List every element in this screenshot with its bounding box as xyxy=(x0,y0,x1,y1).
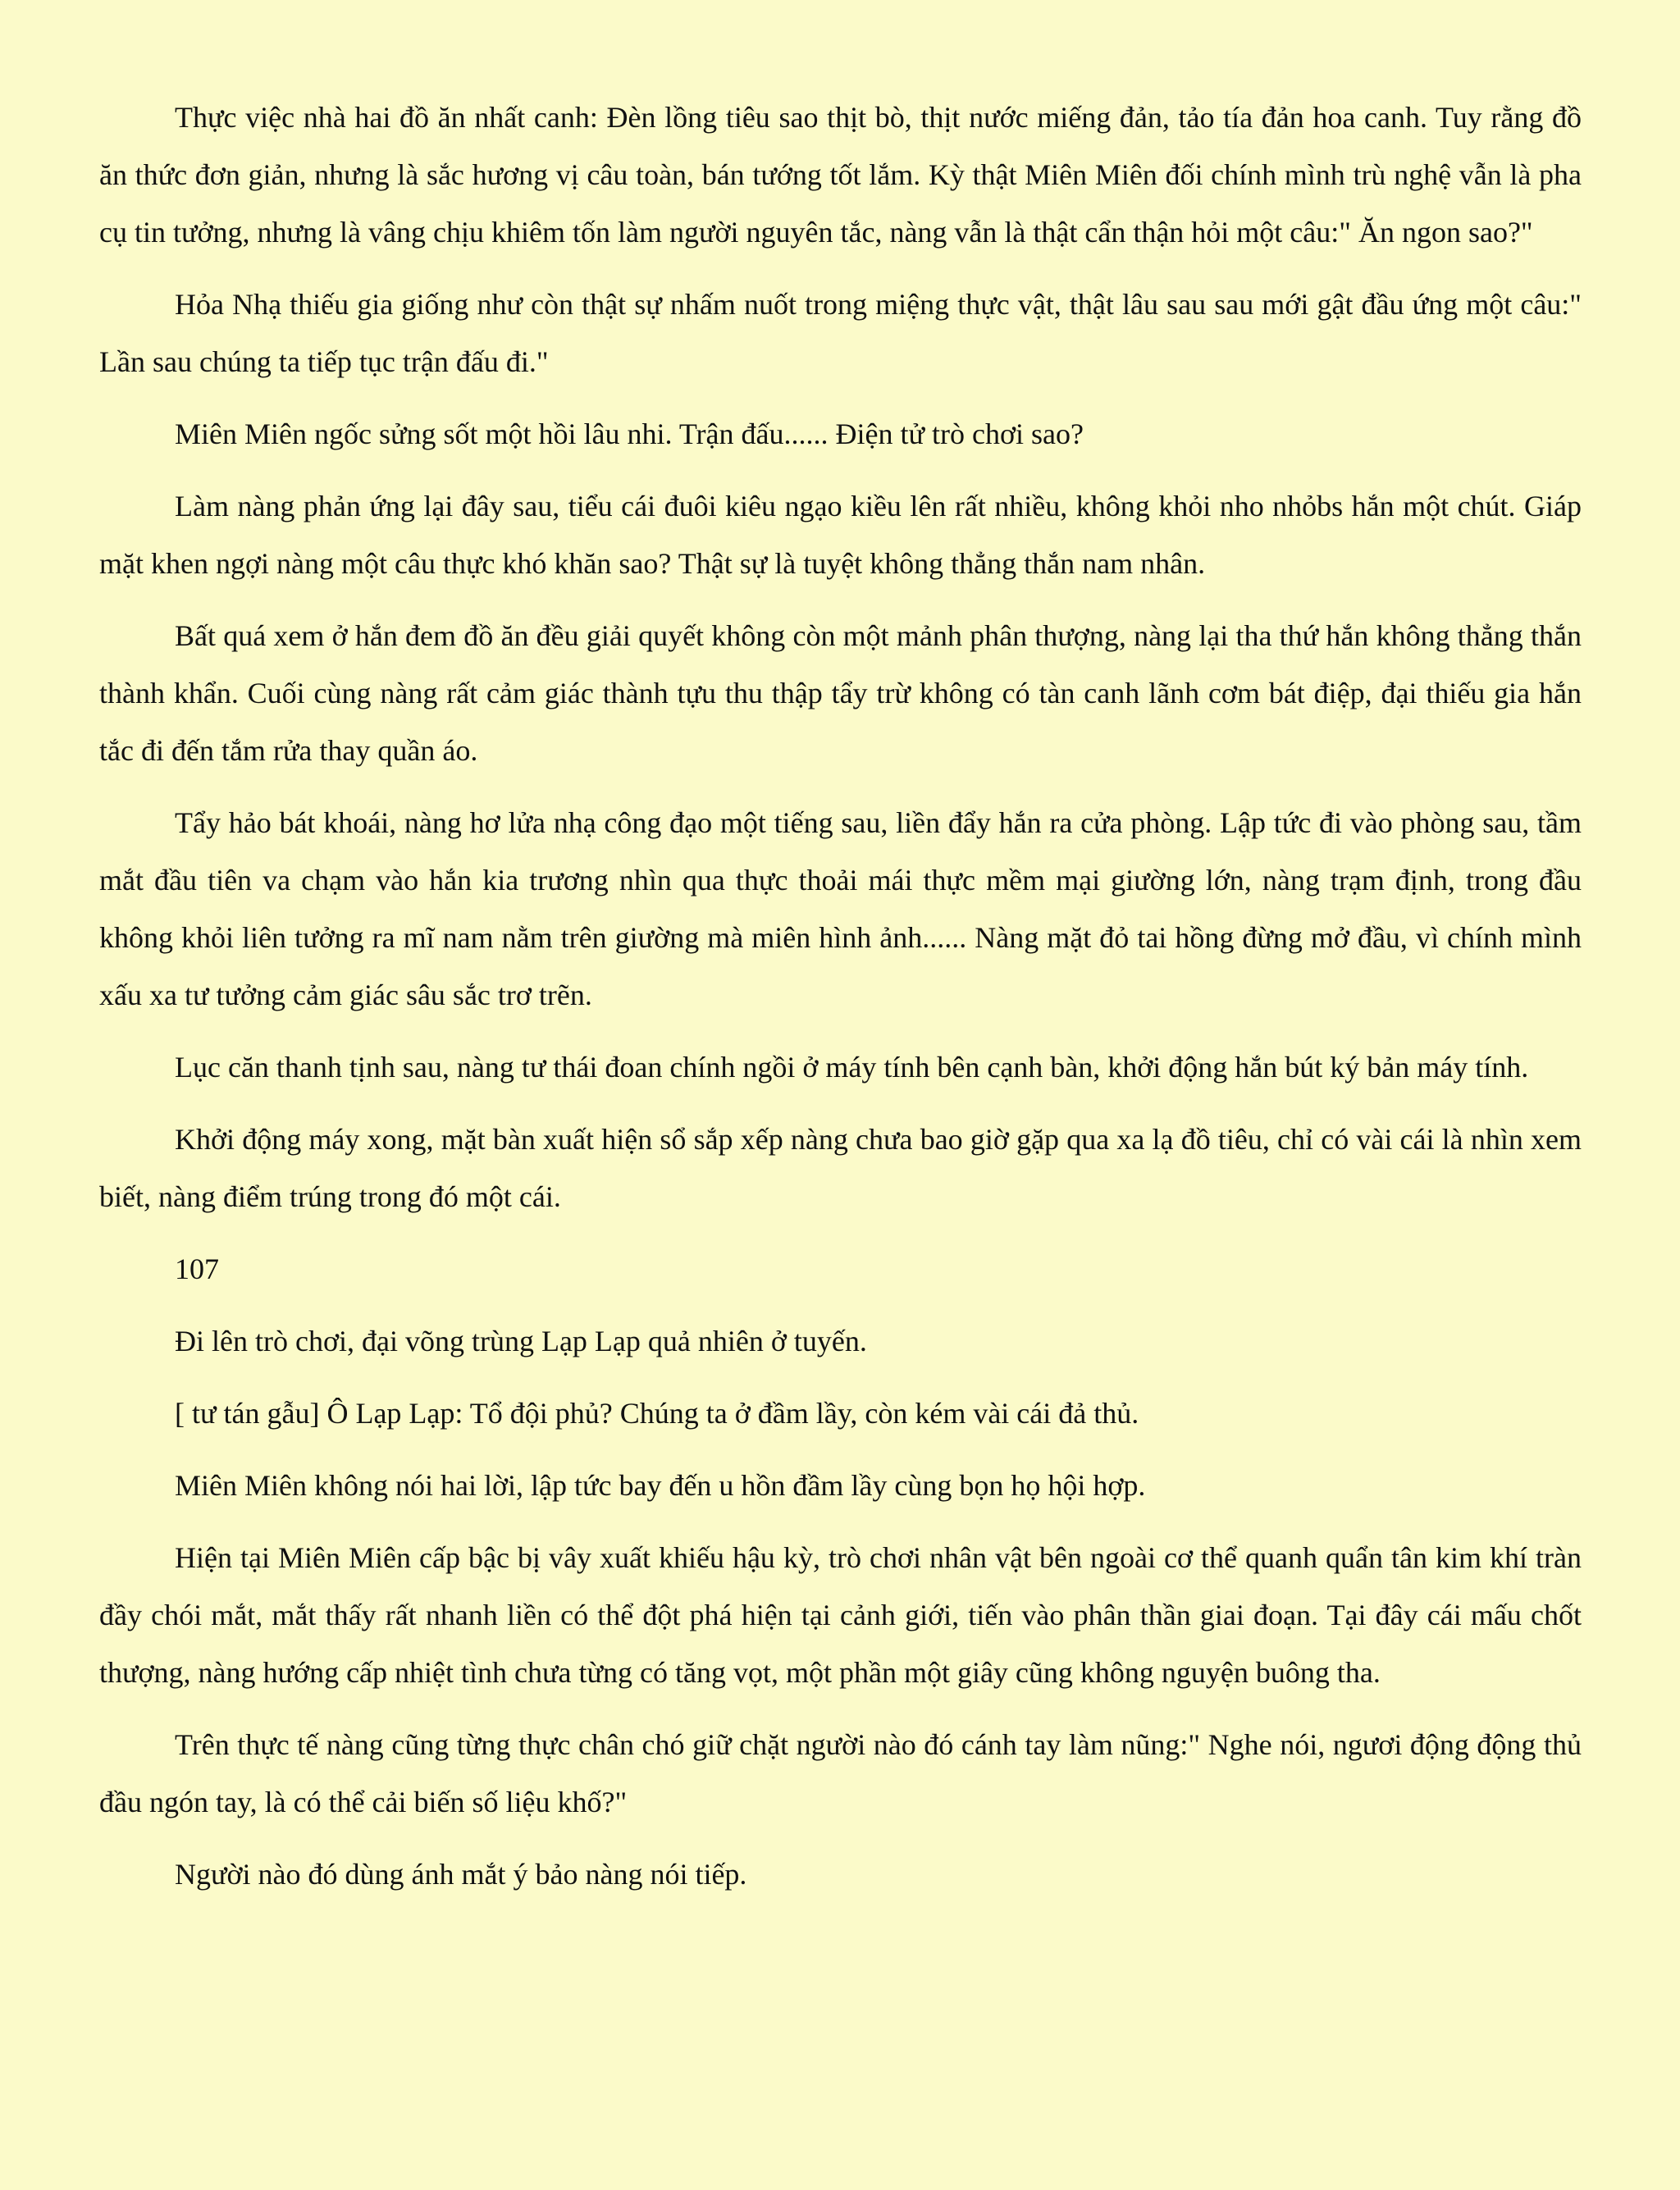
paragraph-1: Thực việc nhà hai đồ ăn nhất canh: Đèn lồng tiêu sao thịt bò, thịt nước miếng đản, tảo tía đản hoa canh. Tuy rằng đồ ăn thức đơn giản, nhưng là sắc hương vị câu toàn, bán tướng tốt lắm. Kỳ thật Miên Miên đối chính mình trù nghệ vẫn là pha cụ tin tưởng, nhưng là vâng chịu khiêm tốn làm người nguyên tắc, nàng vẫn là thật cẩn thận hỏi một câu:" Ăn ngon sao?" xyxy=(99,101,1582,249)
paragraph-11: Miên Miên không nói hai lời, lập tức bay đến u hồn đầm lầy cùng bọn họ hội hợp. xyxy=(175,1469,1146,1502)
paragraph-8: Khởi động máy xong, mặt bàn xuất hiện sổ sắp xếp nàng chưa bao giờ gặp qua xa lạ đồ tiêu, chỉ có vài cái là nhìn xem biết, nàng điểm trúng trong đó một cái. xyxy=(99,1123,1582,1213)
paragraph-10: [ tư tán gẫu] Ô Lạp Lạp: Tổ đội phủ? Chúng ta ở đầm lầy, còn kém vài cái đả thủ. xyxy=(175,1397,1139,1430)
paragraph-3: Miên Miên ngốc sửng sốt một hồi lâu nhi. Trận đấu...... Điện tử trò chơi sao? xyxy=(175,417,1084,450)
paragraph-5: Bất quá xem ở hắn đem đồ ăn đều giải quyết không còn một mảnh phân thượng, nàng lại tha thứ hắn không thẳng thắn thành khẩn. Cuối cùng nàng rất cảm giác thành tựu thu thập tẩy trừ không có tàn canh lãnh cơm bát điệp, đại thiếu gia hắn tắc đi đến tắm rửa thay quần áo. xyxy=(99,619,1582,767)
paragraph-13: Trên thực tế nàng cũng từng thực chân chó giữ chặt người nào đó cánh tay làm nũng:" Nghe nói, ngươi động động thủ đầu ngón tay, là có thể cải biến số liệu khố?" xyxy=(99,1728,1582,1818)
document-page xyxy=(99,89,1582,1918)
paragraph-4: Làm nàng phản ứng lại đây sau, tiểu cái đuôi kiêu ngạo kiều lên rất nhiều, không khỏi nho nhỏbs hắn một chút. Giáp mặt khen ngợi nàng một câu thực khó khăn sao? Thật sự là tuyệt không thẳng thắn nam nhân. xyxy=(99,490,1582,580)
paragraph-12: Hiện tại Miên Miên cấp bậc bị vây xuất khiếu hậu kỳ, trò chơi nhân vật bên ngoài cơ thể quanh quẩn tân kim khí tràn đầy chói mắt, mắt thấy rất nhanh liền có thể đột phá hiện tại cảnh giới, tiến vào phân thần giai đoạn. Tại đây cái mấu chốt thượng, nàng hướng cấp nhiệt tình chưa từng có tăng vọt, một phần một giây cũng không nguyện buông tha. xyxy=(99,1541,1582,1689)
paragraph-2: Hỏa Nhạ thiếu gia giống như còn thật sự nhấm nuốt trong miệng thực vật, thật lâu sau sau mới gật đầu ứng một câu:" Lần sau chúng ta tiếp tục trận đấu đi." xyxy=(99,288,1582,378)
paragraph-14: Người nào đó dùng ánh mắt ý bảo nàng nói tiếp. xyxy=(175,1858,747,1891)
paragraph-9: Đi lên trò chơi, đại võng trùng Lạp Lạp quả nhiên ở tuyến. xyxy=(175,1325,867,1357)
paragraph-6: Tẩy hảo bát khoái, nàng hơ lửa nhạ công đạo một tiếng sau, liền đẩy hắn ra cửa phòng. Lập tức đi vào phòng sau, tầm mắt đầu tiên va chạm vào hắn kia trương nhìn qua thực thoải mái thực mềm mại giường lớn, nàng trạm định, trong đầu không khỏi liên tưởng ra mĩ nam nằm trên giường mà miên hình ảnh...... Nàng mặt đỏ tai hồng đừng mở đầu, vì chính mình xấu xa tư tưởng cảm giác sâu sắc trơ trẽn. xyxy=(99,806,1582,1011)
paragraph-7: Lục căn thanh tịnh sau, nàng tư thái đoan chính ngồi ở máy tính bên cạnh bàn, khởi động hắn bút ký bản máy tính. xyxy=(175,1051,1529,1084)
chapter-number: 107 xyxy=(175,1252,219,1285)
